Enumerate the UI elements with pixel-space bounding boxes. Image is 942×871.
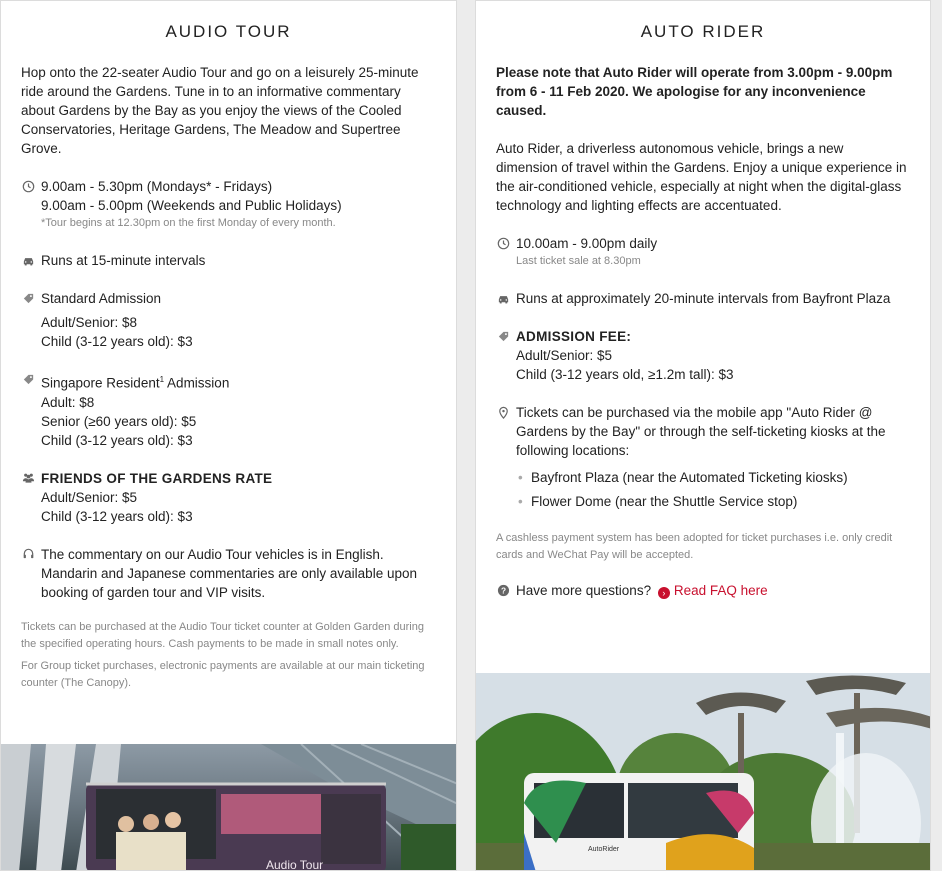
auto-rider-card [475,0,931,871]
commentary-info [21,545,438,602]
auto-rider-title: AUTO RIDER [640,22,766,41]
standard-admission [21,289,438,351]
friends-heading: FRIENDS OF THE GARDENS RATE [41,470,273,486]
auto-rider-notice: Please note that Auto Rider will operate from 3.00pm - 9.00pm from 6 - 11 Feb 2020. We apologise for any inconvenience caused. [496,65,893,118]
ticket-note-1: Tickets can be purchased at the Audio Tour ticket counter at Golden Garden during the specified operating hours. Cash payments to be made in small notes only. [21,620,424,650]
auto-rider-interval [496,289,908,308]
ticket-icon [496,329,510,343]
hours-line-1: 9.00am - 5.30pm (Mondays* - Fridays) [41,179,273,194]
list-item: • Flower Dome (near the Shuttle Service stop) [516,490,908,514]
resident-senior: Senior (≥60 years old): $5 [41,413,197,429]
auto-rider-interval-text: Runs at approximately 20-minute intervals from Bayfront Plaza [516,291,891,306]
ticket-icon [21,291,35,305]
audio-tour-photo [1,744,456,871]
auto-rider-fee [496,327,908,384]
svg-text:?: ? [500,585,506,596]
ticket-icon [21,372,35,386]
question-icon [496,583,510,597]
footnote-marker: 1 [159,375,165,384]
clock-icon [496,236,510,250]
car-icon [21,253,35,267]
interval-text: Runs at 15-minute intervals [41,253,206,268]
standard-heading: Standard Admission [41,291,162,306]
faq-question: Have more questions? [516,583,652,598]
audio-tour-hours [21,177,438,232]
list-item: • Bayfront Plaza (near the Automated Ticketing kiosks) [516,466,908,490]
resident-child: Child (3-12 years old): $3 [41,432,193,448]
chevron-right-icon: › [658,587,670,599]
audio-tour-title: AUDIO TOUR [165,22,292,41]
audio-tour-intro: Hop onto the 22-seater Audio Tour and go on a leisurely 25-minute ride around the Gardens. Tune in to an informative commentary about Gardens by the Bay as you enjoy the views of the Cooled Conservatories, Heritage Gardens, The Meadow and Supertree Grove. [21,65,419,156]
auto-rider-vehicle-label: AutoRider [588,846,620,853]
location-list [516,466,908,514]
friends-child: Child (3-12 years old): $3 [41,508,193,524]
last-ticket-note: Last ticket sale at 8.30pm [516,255,641,267]
resident-admission [21,370,438,450]
faq-link[interactable] [658,583,768,598]
tickets-text: Tickets can be purchased via the mobile app "Auto Rider @ Gardens by the Bay" or through the self-ticketing kiosks at the following locations: [516,405,886,458]
fee-child: Child (3-12 years old, ≥1.2m tall): $3 [516,367,734,382]
friends-adult: Adult/Senior: $5 [41,489,138,505]
auto-rider-intro: Auto Rider, a driverless autonomous vehicle, brings a new dimension of travel within the Gardens. Enjoy a unique experience in the air-conditioned vehicle, especially at night when the digital-glass technology and lighting effects are accentuated. [496,141,907,213]
resident-adult: Adult: $8 [41,394,95,410]
standard-child: Child (3-12 years old): $3 [41,334,193,349]
hours-note: *Tour begins at 12.30pm on the first Monday of every month. [41,217,336,229]
audio-tour-interval [21,251,438,270]
fee-adult: Adult/Senior: $5 [516,348,613,363]
audio-tour-vehicle-label: Audio Tour [266,858,324,871]
standard-adult: Adult/Senior: $8 [41,315,138,330]
audio-tour-card [0,0,457,871]
auto-rider-hours [496,234,908,270]
hours-line-2: 9.00am - 5.00pm (Weekends and Public Holidays) [41,198,342,213]
faq-row [496,581,908,600]
car-icon [496,291,510,305]
auto-rider-photo [476,673,930,871]
ticket-note-2: For Group ticket purchases, electronic payments are available at our main ticketing counter (The Canopy). [21,659,425,689]
cashless-note: A cashless payment system has been adopted for ticket purchases i.e. only credit cards and WeChat Pay will be accepted. [496,532,893,561]
group-icon [21,471,35,485]
fee-heading: ADMISSION FEE: [516,329,632,344]
location-pin-icon [496,405,510,419]
faq-link-label: Read FAQ here [673,583,768,598]
friends-rate [21,469,438,526]
commentary-text: The commentary on our Audio Tour vehicles is in English. Mandarin and Japanese commentaries are only available upon booking of garden tour and VIP visits. [41,546,417,600]
headphones-icon [21,547,35,561]
resident-heading: Singapore Resident$^1$ Admission [41,375,230,391]
auto-rider-tickets [496,403,908,514]
clock-icon [21,179,35,193]
auto-rider-hours-text: 10.00am - 9.00pm daily [516,236,658,251]
